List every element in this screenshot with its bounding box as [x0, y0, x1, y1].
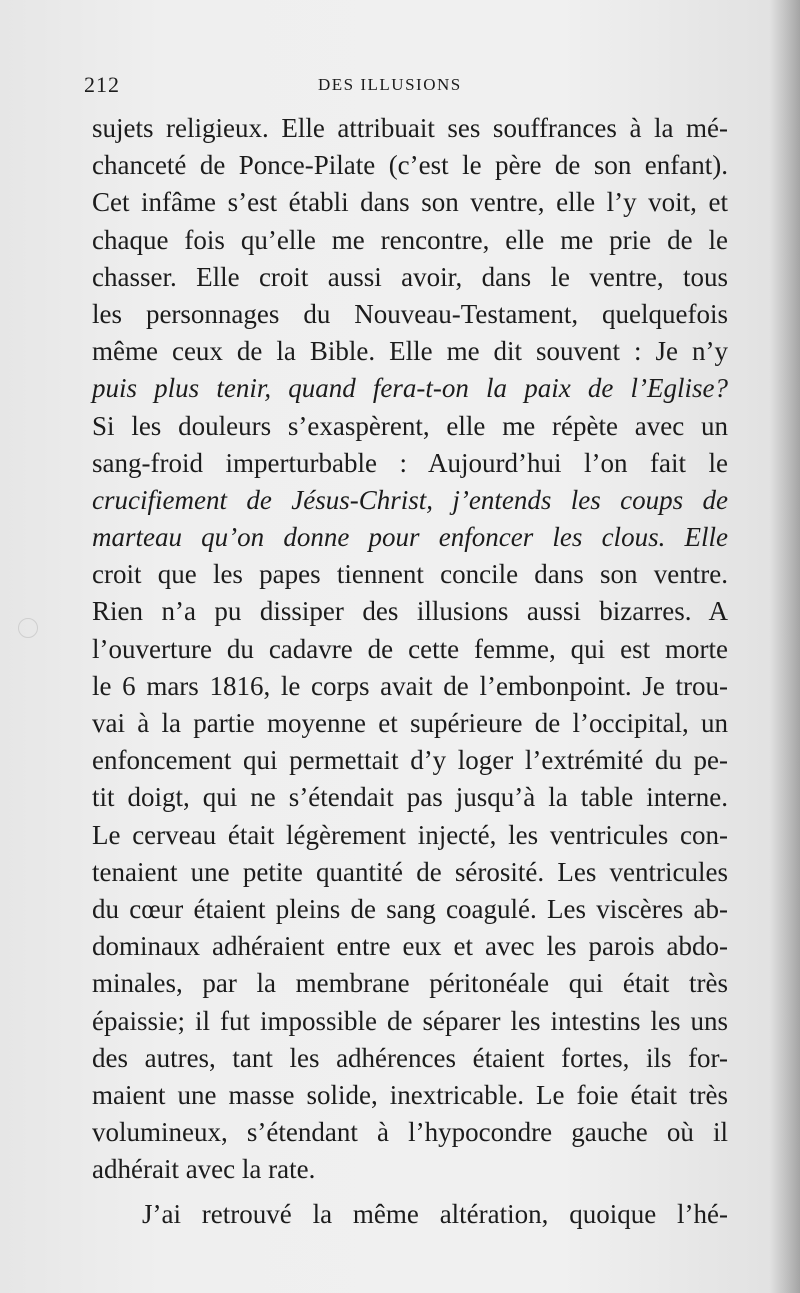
- text-line: même ceux de la Bible. Elle me dit souvent : Je n’y: [92, 336, 728, 367]
- text-line: minales, par la membrane péritonéale qui était très: [92, 968, 728, 999]
- text-line: sang-froid imperturbable : Aujourd’hui l’on fait le: [92, 447, 728, 478]
- paper-blemish: [18, 618, 38, 638]
- text-line: sujets religieux. Elle attribuait ses souffrances à la mé-: [92, 113, 728, 143]
- text-line: adhérait avec la rate.: [92, 1154, 316, 1185]
- text-line: tit doigt, qui ne s’étendait pas jusqu’à la table interne.: [92, 782, 728, 813]
- page-number: 212: [84, 72, 120, 97]
- text-line-italic: marteau qu’on donne pour enfoncer les clous. Elle: [92, 522, 728, 553]
- text-line: maient une masse solide, inextricable. Le foie était très: [92, 1079, 728, 1110]
- body-text: [92, 110, 742, 1234]
- text-line: le 6 mars 1816, le corps avait de l’embonpoint. Je trou-: [92, 670, 728, 701]
- text-line: Le cerveau était légèrement injecté, les ventricules con-: [92, 819, 728, 850]
- page-header: [84, 72, 724, 102]
- text-line-italic: crucifiement de Jésus-Christ, j’entends les coups de: [92, 484, 728, 515]
- text-line-italic: puis plus tenir, quand fera-t-on la paix de l’Eglise?: [92, 373, 728, 404]
- text-line: dominaux adhéraient entre eux et avec les parois abdo-: [92, 931, 728, 962]
- text-line: vai à la partie moyenne et supérieure de l’occipital, un: [92, 708, 728, 738]
- running-head: DES ILLUSIONS: [318, 75, 462, 94]
- text-line: tenaient une petite quantité de sérosité. Les ventricules: [92, 856, 728, 887]
- text-line: volumineux, s’étendant à l’hypocondre gauche où il: [92, 1117, 728, 1148]
- text-line: chasser. Elle croit aussi avoir, dans le ventre, tous: [92, 261, 728, 292]
- text-line: des autres, tant les adhérences étaient fortes, ils for-: [92, 1042, 728, 1073]
- text-line: Si les douleurs s’exaspèrent, elle me répète avec un: [92, 410, 728, 441]
- text-line: épaissie; il fut impossible de séparer les intestins les uns: [92, 1005, 728, 1036]
- text-line: chanceté de Ponce-Pilate (c’est le père de son enfant).: [92, 150, 728, 181]
- text-line: Cet infâme s’est établi dans son ventre, elle l’y voit, et: [92, 187, 728, 218]
- text-line: l’ouverture du cadavre de cette femme, qui est morte: [92, 633, 728, 664]
- text-line: chaque fois qu’elle me rencontre, elle me prie de le: [92, 224, 728, 255]
- text-line: Rien n’a pu dissiper des illusions aussi bizarres. A: [92, 596, 728, 627]
- text-line-paragraph-start: J’ai retrouvé la même altération, quoique l’hé-: [142, 1199, 728, 1230]
- text-line: du cœur étaient pleins de sang coagulé. Les viscères ab-: [92, 893, 728, 924]
- text-line: croit que les papes tiennent concile dans son ventre.: [92, 559, 728, 590]
- text-line: enfoncement qui permettait d’y loger l’extrémité du pe-: [92, 745, 728, 776]
- page-edge-shadow: [770, 0, 800, 1293]
- text-line: les personnages du Nouveau-Testament, quelquefois: [92, 298, 728, 329]
